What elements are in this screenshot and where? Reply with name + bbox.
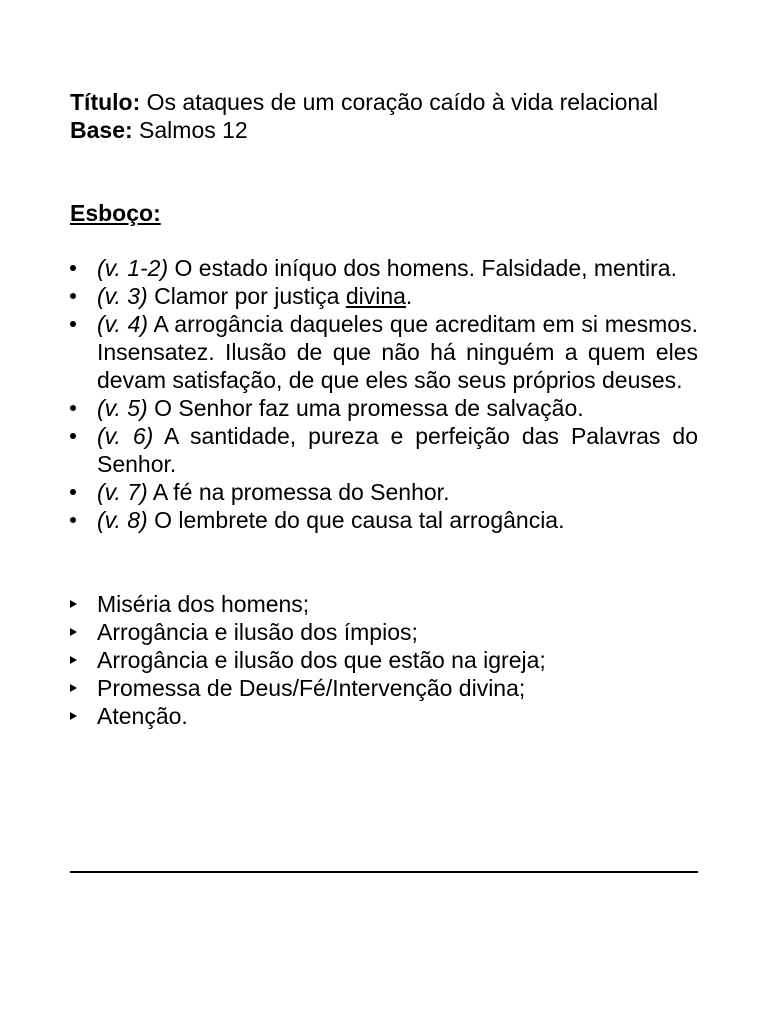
bullet-icon	[70, 489, 76, 495]
document-body	[70, 88, 698, 730]
arrow-bullet-icon	[70, 628, 77, 636]
bullet-icon	[70, 405, 76, 411]
arrow-bullet-icon	[70, 684, 77, 692]
verse-ref: (v. 1-2)	[97, 255, 169, 281]
outline-item	[70, 254, 698, 282]
outline-text: A fé na promessa do Senhor.	[152, 479, 450, 505]
summary-points-list	[70, 590, 698, 730]
bullet-icon	[70, 321, 76, 327]
horizontal-rule	[70, 871, 698, 873]
summary-point-text: Arrogância e ilusão dos que estão na igreja;	[97, 647, 546, 673]
title-label: Título:	[70, 89, 141, 115]
outline-text: Clamor por justiça	[154, 283, 340, 309]
outline-heading: Esboço:	[70, 200, 161, 226]
outline-text: O Senhor faz uma promessa de salvação.	[154, 395, 584, 421]
base-value: Salmos 12	[139, 117, 248, 143]
verse-ref: (v. 6)	[97, 423, 154, 449]
arrow-bullet-icon	[70, 656, 77, 664]
title-value: Os ataques de um coração caído à vida relacional	[146, 89, 659, 115]
verse-ref: (v. 5)	[97, 395, 148, 421]
verse-ref: (v. 3)	[97, 283, 148, 309]
summary-point-text: Atenção.	[97, 703, 188, 729]
bullet-icon	[70, 265, 76, 271]
outline-item	[70, 506, 698, 534]
title-line	[70, 88, 698, 116]
outline-text: O lembrete do que causa tal arrogância.	[154, 507, 565, 533]
summary-point-text: Arrogância e ilusão dos ímpios;	[97, 619, 418, 645]
verse-ref: (v. 4)	[97, 311, 149, 337]
outline-item	[70, 282, 698, 310]
outline-list	[70, 254, 698, 534]
outline-text-end: .	[405, 283, 413, 309]
outline-text: A santidade, pureza e perfeição das Palavras do Senhor.	[97, 423, 698, 477]
verse-ref: (v. 7)	[97, 479, 148, 505]
base-label: Base:	[70, 117, 133, 143]
outline-item	[70, 478, 698, 506]
outline-item	[70, 422, 698, 478]
summary-point	[70, 590, 698, 618]
outline-item	[70, 394, 698, 422]
underlined-word: divina	[345, 283, 406, 309]
bullet-icon	[70, 433, 76, 439]
verse-ref: (v. 8)	[97, 507, 148, 533]
base-line	[70, 116, 698, 144]
bullet-icon	[70, 517, 76, 523]
summary-point	[70, 618, 698, 646]
arrow-bullet-icon	[70, 600, 77, 608]
bullet-icon	[70, 293, 76, 299]
summary-point-text: Promessa de Deus/Fé/Intervenção divina;	[97, 675, 526, 701]
summary-point-text: Miséria dos homens;	[97, 591, 310, 617]
summary-point	[70, 702, 698, 730]
summary-point	[70, 674, 698, 702]
outline-text: A arrogância daqueles que acreditam em si mesmos. Insensatez. Ilusão de que não há ninguém a quem eles devam satisfação, de que eles são seus próprios deuses.	[97, 311, 698, 393]
summary-point	[70, 646, 698, 674]
outline-item	[70, 310, 698, 394]
arrow-bullet-icon	[70, 712, 77, 720]
outline-text: O estado iníquo dos homens. Falsidade, mentira.	[174, 255, 677, 281]
